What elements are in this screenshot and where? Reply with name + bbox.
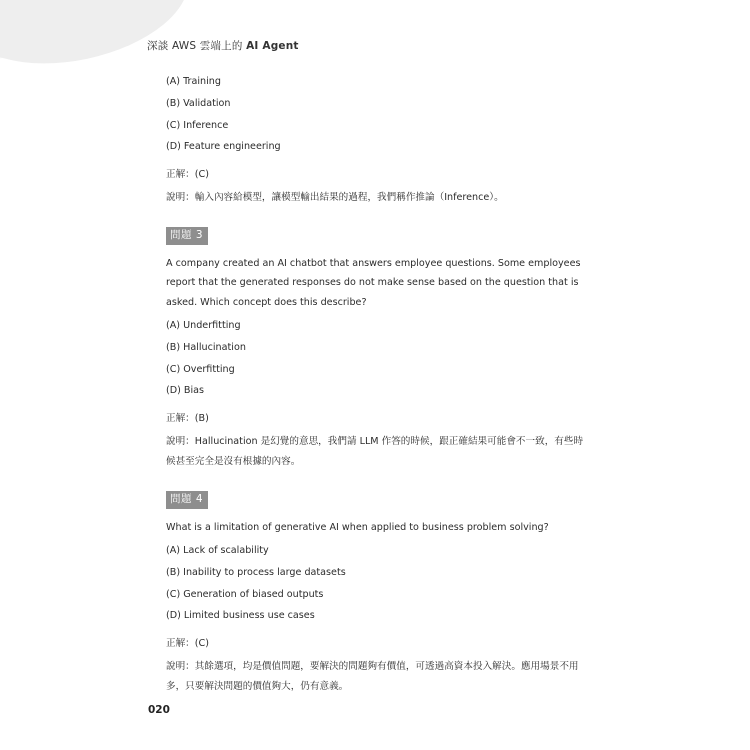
q4-badge: 問題 4 [166,491,208,508]
header-title-bold: AI Agent [246,40,299,52]
question-4 [166,491,590,697]
q4-answer: 正解：(C) [166,638,209,649]
q3-explanation: 說明：Hallucination 是幻覺的意思，我們請 LLM 作答的時候，跟正確結果可能會不一致，有些時候甚至完全是沒有根據的內容。 [166,436,584,468]
q2-answer: 正解：(C) [166,168,209,180]
q4-explanation: 說明：其餘選項，均是價值問題，要解決的問題夠有價值，可透過高資本投入解決。應用場景不用多，只要解決問題的價值夠大，仍有意義。 [166,661,579,693]
question-3 [166,227,590,472]
q2-option-c: (C) Inference [166,119,229,131]
q3-badge: 問題 3 [166,227,208,244]
q4-question: What is a limitation of generative AI when applied to business problem solving? [166,521,549,533]
running-header [147,38,299,53]
page-content [166,72,590,697]
q2-option-a: (A) Training [166,76,221,88]
q3-question: A company created an AI chatbot that answers employee questions. Some employees report that the generated responses do not make sense based on the question that is asked. Which concept does this describe? [166,257,581,308]
q2-option-d: (D) Feature engineering [166,141,281,153]
q3-options [166,316,590,402]
q3-option-d: (D) Bias [166,385,205,397]
q4-options [166,541,590,627]
q4-option-b: (B) Inability to process large datasets [166,567,346,579]
q3-option-c: (C) Overfitting [166,363,235,375]
q4-option-d: (D) Limited business use cases [166,610,315,622]
q3-answer: 正解：(B) [166,412,209,424]
q2-option-b: (B) Validation [166,97,231,109]
page-number: 020 [148,704,170,716]
header-title-prefix: 深談 AWS 雲端上的 [147,40,247,52]
q3-option-b: (B) Hallucination [166,341,246,353]
q2-options [166,72,590,158]
q4-option-c: (C) Generation of biased outputs [166,588,324,600]
q2-explanation: 說明：輸入內容給模型，讓模型輸出結果的過程，我們稱作推論（Inference）。 [166,192,504,204]
q4-option-a: (A) Lack of scalability [166,545,269,557]
q3-option-a: (A) Underfitting [166,320,241,332]
